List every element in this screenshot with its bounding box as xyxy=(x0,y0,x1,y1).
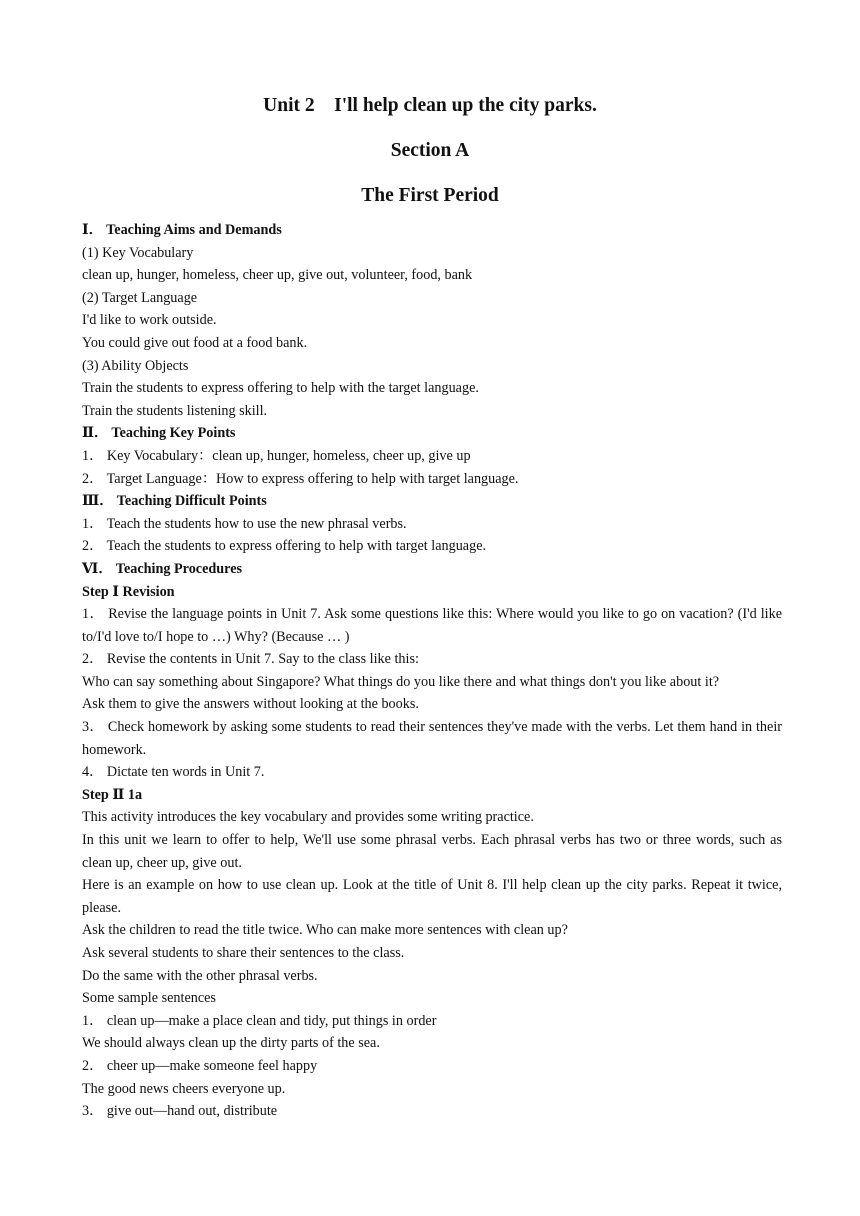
body-line: 1． Teach the students how to use the new phrasal verbs. xyxy=(82,515,407,532)
title-block xyxy=(0,94,860,229)
section-title: Section A xyxy=(390,140,470,161)
body-line: 1． Revise the language points in Unit 7. Ask some questions like this: Where would you like to go on vacation? (I'd like to/I'd love to/I hope to …) Why? (Because … ) xyxy=(82,606,782,645)
body-line: 1． Key Vocabulary：clean up, hunger, homeless, cheer up, give up xyxy=(82,447,471,464)
body-line: Ask the children to read the title twice. Who can make more sentences with clean up? xyxy=(82,922,568,939)
period-title: The First Period xyxy=(361,185,499,206)
body-line: Train the students listening skill. xyxy=(82,402,268,419)
body-line: Ask several students to share their sentences to the class. xyxy=(82,945,405,961)
body-line: Train the students to express offering to help with the target language. xyxy=(82,380,479,397)
section-heading: Step Ⅰ Revision xyxy=(82,583,175,600)
body-line: (2) Target Language xyxy=(82,289,198,306)
unit-title: Unit 2 I'll help clean up the city parks. xyxy=(263,95,597,116)
body-line: You could give out food at a food bank. xyxy=(82,334,308,351)
body-line: 2． Revise the contents in Unit 7. Say to the class like this: xyxy=(82,651,419,668)
body-line: (1) Key Vocabulary xyxy=(82,244,194,261)
body-line: 3． give out—hand out, distribute xyxy=(82,1103,278,1120)
body-line: Some sample sentences xyxy=(82,990,216,1007)
body-line: Ask them to give the answers without looking at the books. xyxy=(82,696,419,713)
body-line: The good news cheers everyone up. xyxy=(82,1080,286,1097)
body-line: clean up, hunger, homeless, cheer up, give out, volunteer, food, bank xyxy=(82,267,473,284)
section-heading: Ⅱ． Teaching Key Points xyxy=(82,425,236,442)
document-body xyxy=(82,219,782,1123)
body-line: (3) Ability Objects xyxy=(82,357,189,374)
body-line: 4． Dictate ten words in Unit 7. xyxy=(82,764,265,781)
body-line: Do the same with the other phrasal verbs. xyxy=(82,967,318,984)
body-line: In this unit we learn to offer to help, We'll use some phrasal verbs. Each phrasal verbs has two or three words, such as clean up, cheer up, give out. xyxy=(82,832,782,871)
body-line: 2． Target Language：How to express offering to help with target language. xyxy=(82,470,519,487)
body-line: We should always clean up the dirty parts of the sea. xyxy=(82,1035,380,1052)
body-line: 2． Teach the students to express offering to help with target language. xyxy=(82,538,487,555)
body-line: I'd like to work outside. xyxy=(82,312,217,329)
body-line: Here is an example on how to use clean up. Look at the title of Unit 8. I'll help clean up the city parks. Repeat it twice, please. xyxy=(82,877,782,916)
section-heading: Step Ⅱ 1a xyxy=(82,786,143,803)
body-line: This activity introduces the key vocabulary and provides some writing practice. xyxy=(82,809,534,826)
body-line: 3． Check homework by asking some students to read their sentences they've made with the verbs. Let them hand in their homework. xyxy=(82,719,782,758)
section-heading: Ⅲ． Teaching Difficult Points xyxy=(82,493,267,510)
body-line: 2． cheer up—make someone feel happy xyxy=(82,1057,318,1074)
section-heading: Ⅵ． Teaching Procedures xyxy=(82,560,243,577)
body-line: Who can say something about Singapore? What things do you like there and what things don't you like about it? xyxy=(82,673,720,690)
body-line: 1． clean up—make a place clean and tidy, put things in order xyxy=(82,1012,437,1029)
section-heading: Ⅰ． Teaching Aims and Demands xyxy=(82,222,282,238)
